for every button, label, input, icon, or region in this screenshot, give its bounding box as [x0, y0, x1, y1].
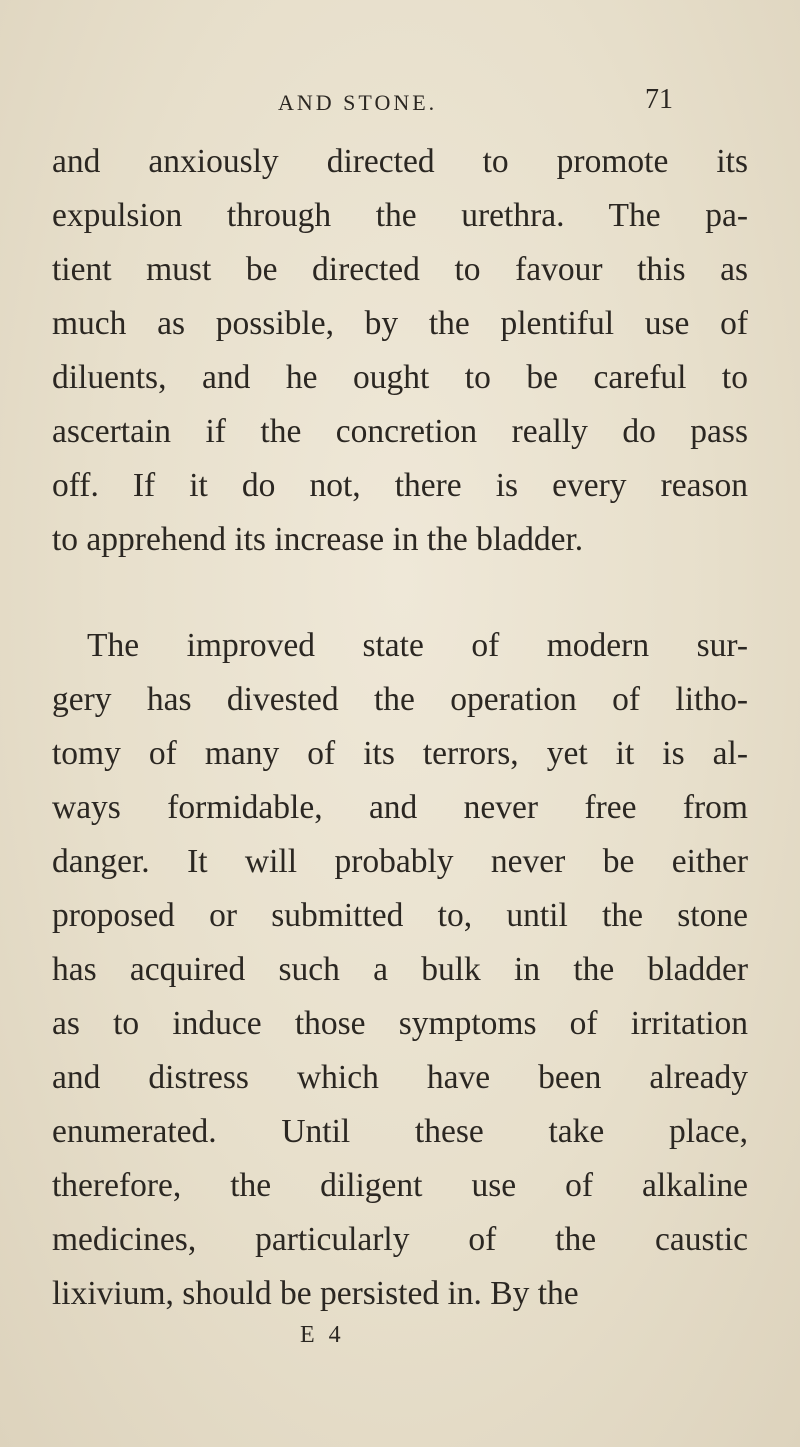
- text-line: therefore, the diligent use of alkaline: [52, 1167, 748, 1204]
- text-line: expulsion through the urethra. The pa-: [52, 197, 748, 234]
- text-line: ascertain if the concretion really do pass: [52, 413, 748, 450]
- text-line: has acquired such a bulk in the bladder: [52, 951, 748, 988]
- text-line-medicines: medicines, particularly of the caustic: [52, 1221, 748, 1258]
- text-line: proposed or submitted to, until the stone: [52, 897, 748, 934]
- text-line: lixivium, should be persisted in. By the: [52, 1275, 579, 1312]
- page-number: 71: [645, 84, 673, 115]
- text-line: enumerated. Until these take place,: [52, 1113, 748, 1150]
- text-line: to apprehend its increase in the bladder.: [52, 521, 584, 558]
- text-line: tomy of many of its terrors, yet it is al-: [52, 735, 748, 772]
- page-header: [0, 80, 800, 120]
- text-line: off. If it do not, there is every reason: [52, 467, 748, 504]
- text-line: danger. It will probably never be either: [52, 843, 748, 880]
- text-line: and anxiously directed to promote its: [52, 143, 748, 180]
- text-line: gery has divested the operation of litho-: [52, 681, 748, 718]
- running-head: AND STONE.: [278, 90, 438, 115]
- text-line: and distress which have been already: [52, 1059, 748, 1096]
- signature-mark: E 4: [300, 1322, 345, 1348]
- text-line: tient must be directed to favour this as: [52, 251, 748, 288]
- text-line: The improved state of modern sur-: [87, 627, 748, 664]
- text-line: diluents, and he ought to be careful to: [52, 359, 748, 396]
- text-line: as to induce those symptoms of irritation: [52, 1005, 748, 1042]
- text-line: much as possible, by the plentiful use of: [52, 305, 748, 342]
- text-line: ways formidable, and never free from: [52, 789, 748, 826]
